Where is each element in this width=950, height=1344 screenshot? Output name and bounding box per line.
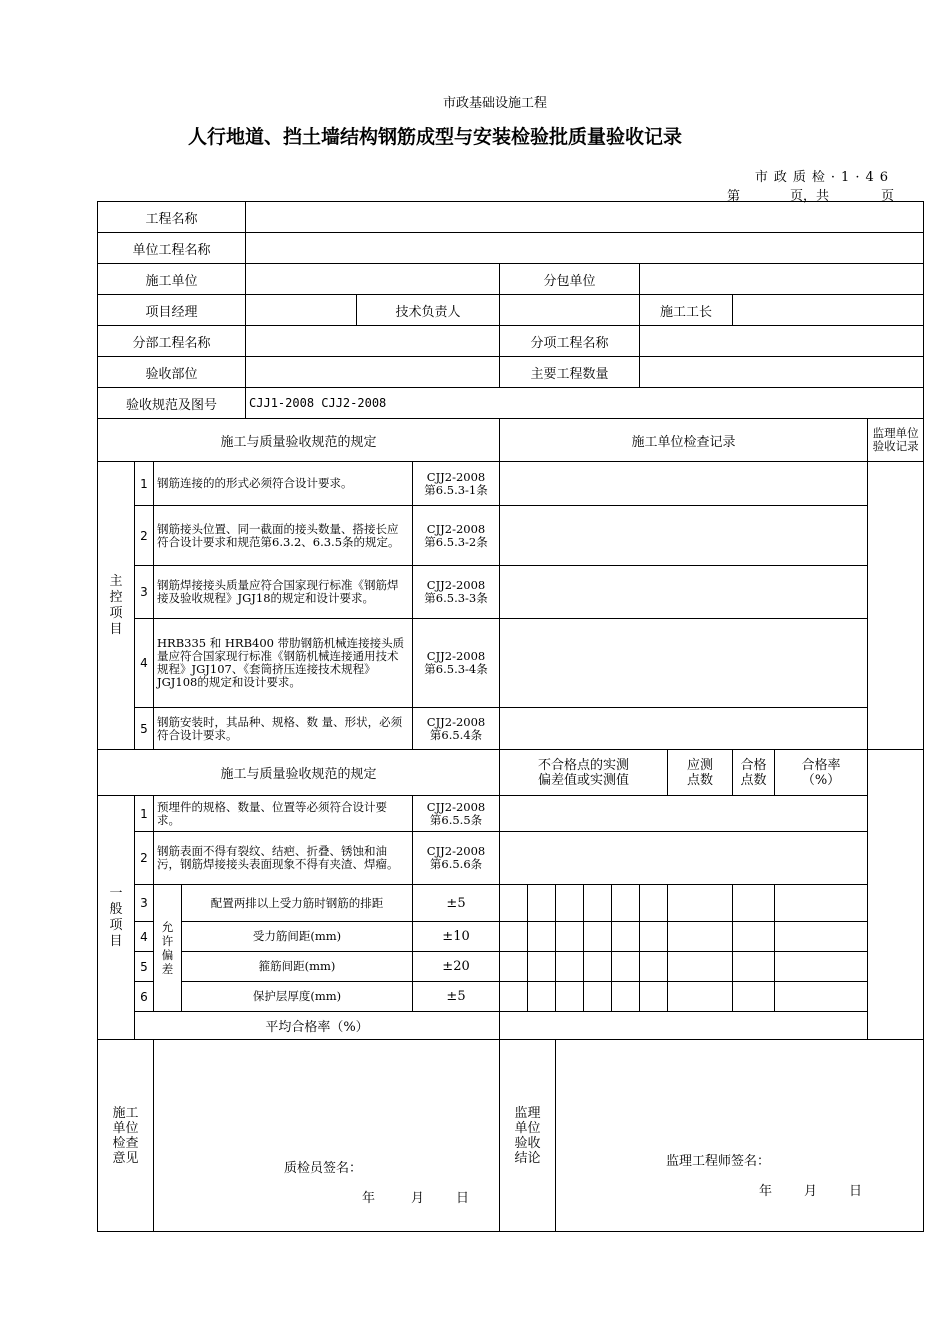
tolerance-text: 配置两排以上受力筋时钢筋的排距 xyxy=(182,885,413,922)
project-name-label: 工程名称 xyxy=(98,202,246,233)
general-item-no: 1 xyxy=(135,796,154,832)
main-item-no: 2 xyxy=(135,506,154,566)
measure-cell[interactable] xyxy=(612,982,640,1012)
main-item-record[interactable] xyxy=(500,566,868,619)
main-item-text: 钢筋连接的的形式必须符合设计要求。 xyxy=(154,462,413,506)
subcontract-unit-label: 分包单位 xyxy=(500,264,640,295)
spec-label: 验收规范及图号 xyxy=(98,388,246,419)
measure-cell[interactable] xyxy=(612,952,640,982)
supervision-conclusion-label: 监理 单位 验收 结论 xyxy=(500,1040,556,1232)
general-item-no: 2 xyxy=(135,832,154,885)
main-item-record[interactable] xyxy=(500,708,868,750)
measure-cell[interactable] xyxy=(612,885,640,922)
main-item-no: 4 xyxy=(135,619,154,708)
main-item-text: 钢筋接头位置、同一截面的接头数量、搭接长应符合设计要求和规范第6.3.2、6.3.5条的规定。 xyxy=(154,506,413,566)
unit-project-name-value[interactable] xyxy=(246,233,924,264)
pass-cell[interactable] xyxy=(733,952,775,982)
tolerance-no: 3 xyxy=(135,885,154,922)
pass-cell[interactable] xyxy=(733,922,775,952)
tech-lead-label: 技术负责人 xyxy=(357,295,500,326)
measure-cell[interactable] xyxy=(500,922,528,952)
measure-cell[interactable] xyxy=(584,952,612,982)
division-name-value[interactable] xyxy=(246,326,500,357)
tolerance-value: ±10 xyxy=(413,922,500,952)
measure-cell[interactable] xyxy=(528,922,556,952)
main-quantity-value[interactable] xyxy=(640,357,924,388)
tolerance-no: 4 xyxy=(135,922,154,952)
measure-cell[interactable] xyxy=(556,952,584,982)
acceptance-part-value[interactable] xyxy=(246,357,500,388)
pass-cell[interactable] xyxy=(733,885,775,922)
main-control-label: 主 控 项 目 xyxy=(98,462,135,750)
measure-cell[interactable] xyxy=(640,885,668,922)
document-subtitle: 市政基础设施工程 xyxy=(442,96,547,111)
measure-cell[interactable] xyxy=(640,982,668,1012)
general-item-record[interactable] xyxy=(500,832,868,885)
points-cell[interactable] xyxy=(668,982,733,1012)
main-item-standard: CJJ2-2008 第6.5.3-3条 xyxy=(413,566,500,619)
measure-cell[interactable] xyxy=(528,952,556,982)
main-item-standard: CJJ2-2008 第6.5.3-4条 xyxy=(413,619,500,708)
main-item-no: 3 xyxy=(135,566,154,619)
engineer-date: 年 月 日 xyxy=(759,1184,863,1199)
measure-cell[interactable] xyxy=(584,885,612,922)
inspector-date: 年 月 日 xyxy=(362,1191,470,1206)
spec-value: CJJ1-2008 CJJ2-2008 xyxy=(246,388,924,419)
rate-cell[interactable] xyxy=(775,885,868,922)
supervision-conclusion-area[interactable] xyxy=(556,1040,924,1232)
average-rate-value[interactable] xyxy=(500,1012,868,1040)
measure-cell[interactable] xyxy=(556,922,584,952)
measure-cell[interactable] xyxy=(612,922,640,952)
acceptance-form-table xyxy=(97,201,924,1232)
page-di: 第 xyxy=(726,189,740,204)
construction-opinion-area[interactable] xyxy=(154,1040,500,1232)
measure-cell[interactable] xyxy=(640,952,668,982)
measure-cell[interactable] xyxy=(556,982,584,1012)
main-header-spec: 施工与质量验收规范的规定 xyxy=(98,419,500,462)
page-ye: 页，共 xyxy=(789,189,829,204)
general-item-standard: CJJ2-2008 第6.5.5条 xyxy=(413,796,500,832)
general-item-label: 一 般 项 目 xyxy=(98,796,135,1040)
main-item-text: 钢筋焊接接头质量应符合国家现行标准《钢筋焊接及验收规程》JGJ18的规定和设计要求。 xyxy=(154,566,413,619)
tolerance-value: ±20 xyxy=(413,952,500,982)
subitem-name-value[interactable] xyxy=(640,326,924,357)
unit-project-name-label: 单位工程名称 xyxy=(98,233,246,264)
points-cell[interactable] xyxy=(668,922,733,952)
measure-cell[interactable] xyxy=(500,982,528,1012)
points-cell[interactable] xyxy=(668,885,733,922)
construction-opinion-label: 施工 单位 检查 意见 xyxy=(98,1040,154,1232)
project-manager-label: 项目经理 xyxy=(98,295,246,326)
construction-unit-value[interactable] xyxy=(246,264,500,295)
measure-cell[interactable] xyxy=(640,922,668,952)
general-header-rate: 合格率 （%） xyxy=(775,750,868,796)
points-cell[interactable] xyxy=(668,952,733,982)
average-rate-label: 平均合格率（%） xyxy=(135,1012,500,1040)
measure-cell[interactable] xyxy=(584,922,612,952)
tolerance-text: 保护层厚度(mm) xyxy=(182,982,413,1012)
main-item-standard: CJJ2-2008 第6.5.3-2条 xyxy=(413,506,500,566)
tolerance-label: 允 许 偏 差 xyxy=(154,885,182,1012)
tolerance-value: ±5 xyxy=(413,982,500,1012)
measure-cell[interactable] xyxy=(528,885,556,922)
main-header-supervisor: 监理单位 验收记录 xyxy=(868,419,924,462)
construction-unit-label: 施工单位 xyxy=(98,264,246,295)
main-item-standard: CJJ2-2008 第6.5.4条 xyxy=(413,708,500,750)
general-header-deviation: 不合格点的实测 偏差值或实测值 xyxy=(500,750,668,796)
main-item-text: HRB335 和 HRB400 带肋钢筋机械连接接头质量应符合国家现行标准《钢筋机械连接通用技术规程》JGJ107、《套筒挤压连接技术规程》JGJ108的规定和设计要求。 xyxy=(154,619,413,708)
general-header-pass: 合格 点数 xyxy=(733,750,775,796)
pass-cell[interactable] xyxy=(733,982,775,1012)
document-title: 人行地道、挡土墙结构钢筋成型与安装检验批质量验收记录 xyxy=(187,126,682,148)
general-item-record[interactable] xyxy=(500,796,868,832)
general-item-standard: CJJ2-2008 第6.5.6条 xyxy=(413,832,500,885)
tolerance-text: 受力筋间距(mm) xyxy=(182,922,413,952)
form-code: 市政质检·1·46 xyxy=(754,170,894,185)
general-header-spec: 施工与质量验收规范的规定 xyxy=(98,750,500,796)
general-supervisor-record[interactable] xyxy=(868,750,924,1040)
rate-cell[interactable] xyxy=(775,952,868,982)
main-item-record[interactable] xyxy=(500,506,868,566)
tech-lead-value[interactable] xyxy=(500,295,640,326)
subcontract-unit-value[interactable] xyxy=(640,264,924,295)
main-item-record[interactable] xyxy=(500,462,868,506)
tolerance-no: 6 xyxy=(135,982,154,1012)
measure-cell[interactable] xyxy=(556,885,584,922)
general-header-points: 应测 点数 xyxy=(668,750,733,796)
page-ye2: 页 xyxy=(880,189,894,204)
rate-cell[interactable] xyxy=(775,982,868,1012)
measure-cell[interactable] xyxy=(500,952,528,982)
project-name-value[interactable] xyxy=(246,202,924,233)
tolerance-no: 5 xyxy=(135,952,154,982)
measure-cell[interactable] xyxy=(528,982,556,1012)
subitem-name-label: 分项工程名称 xyxy=(500,326,640,357)
main-quantity-label: 主要工程数量 xyxy=(500,357,640,388)
general-item-text: 钢筋表面不得有裂纹、结疤、折叠、锈蚀和油污，钢筋焊接接头表面现象不得有夹渣、焊瘤。 xyxy=(154,832,413,885)
main-supervisor-record[interactable] xyxy=(868,462,924,750)
tolerance-text: 箍筋间距(mm) xyxy=(182,952,413,982)
main-item-no: 1 xyxy=(135,462,154,506)
project-manager-value[interactable] xyxy=(246,295,357,326)
inspector-signature: 质检员签名： xyxy=(284,1161,363,1176)
tolerance-value: ±5 xyxy=(413,885,500,922)
main-item-no: 5 xyxy=(135,708,154,750)
main-header-record: 施工单位检查记录 xyxy=(500,419,868,462)
main-item-standard: CJJ2-2008 第6.5.3-1条 xyxy=(413,462,500,506)
measure-cell[interactable] xyxy=(584,982,612,1012)
measure-cell[interactable] xyxy=(500,885,528,922)
rate-cell[interactable] xyxy=(775,922,868,952)
foreman-label: 施工工长 xyxy=(640,295,733,326)
main-item-record[interactable] xyxy=(500,619,868,708)
engineer-signature: 监理工程师签名： xyxy=(666,1154,771,1169)
main-item-text: 钢筋安装时，其品种、规格、数 量、形状，必须符合设计要求。 xyxy=(154,708,413,750)
general-item-text: 预埋件的规格、数量、位置等必须符合设计要求。 xyxy=(154,796,413,832)
foreman-value[interactable] xyxy=(733,295,924,326)
division-name-label: 分部工程名称 xyxy=(98,326,246,357)
acceptance-part-label: 验收部位 xyxy=(98,357,246,388)
